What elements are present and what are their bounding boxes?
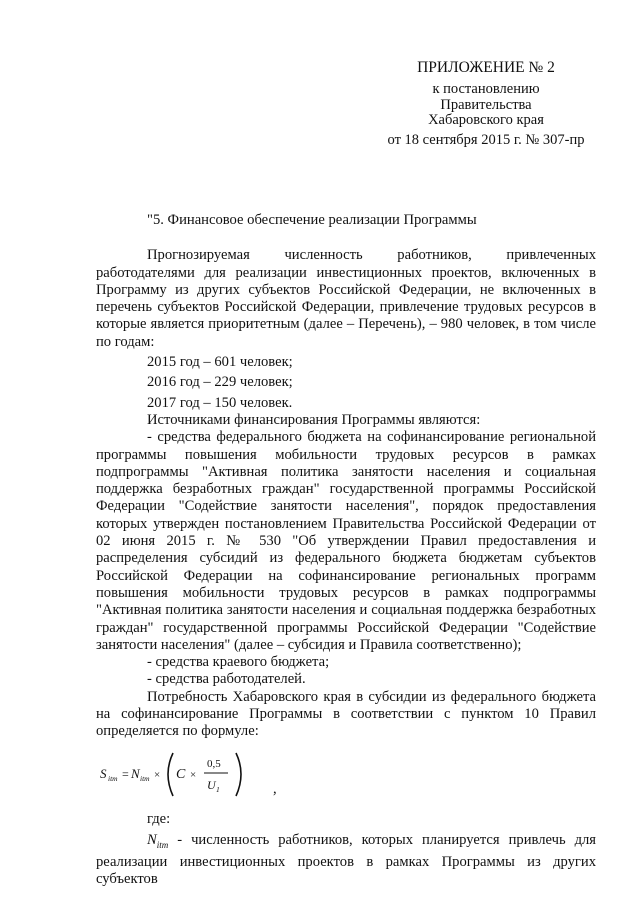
formula-s: S (100, 765, 107, 781)
formula-n-sub: itm (140, 773, 150, 783)
list-item-regional-budget: - средства краевого бюджета; (147, 654, 330, 671)
attachment-title: ПРИЛОЖЕНИЕ № 2 (417, 59, 555, 76)
definition-text: - численность работников, которых планируется привлечь для реализации инвестиционных проектов в рамках Программы из других субъектов (96, 831, 596, 888)
formula-equals: = (122, 766, 129, 781)
document-body (96, 212, 596, 889)
formula-s-sub: itm (108, 773, 118, 783)
paragraph-sources-intro: Источниками финансирования Программы являются: (147, 411, 481, 428)
formula-right-paren (236, 753, 241, 796)
attachment-line-1: к постановлению (432, 81, 540, 97)
attachment-line-3: Хабаровского края (428, 112, 544, 128)
formula-n: N (131, 765, 140, 781)
definition-symbol: $N_{itm}$ (147, 831, 169, 850)
attachment-block (366, 58, 606, 148)
paragraph-workers-forecast: Прогнозируемая численность работников, привлеченных работодателями для реализации инвестиционных проектов, включенных в Программу из других субъектов Российской Федерации, не включенных в перечень субъектов Российской Федерации, привлечение трудовых ресурсов в которые является приоритетным (далее – Перечень), – 980 человек, в том числе по годам: (96, 247, 596, 350)
year-2016-line: 2016 год – 229 человек; (147, 374, 293, 391)
year-2017-line: 2017 год – 150 человек. (147, 394, 293, 411)
formula-numerator: 0,5 (207, 757, 221, 770)
year-2015-line: 2015 год – 601 человек; (147, 354, 293, 371)
attachment-line-2: Правительства (440, 96, 532, 113)
section-heading: "5. Финансовое обеспечение реализации Программы (147, 212, 477, 228)
formula-times-2: × (190, 768, 197, 781)
attachment-date: от 18 сентября 2015 г. № 307-пр (387, 131, 585, 148)
formula-c: C (176, 766, 186, 782)
where-label: где: (147, 810, 171, 827)
paragraph-subsidy-need: Потребность Хабаровского края в субсидии из федерального бюджета на софинансирование Программы в соответствии с пунктом 10 Правил определяется по формуле: (96, 688, 596, 740)
definition-paragraph (96, 832, 596, 889)
formula-denominator: U (207, 777, 216, 792)
list-item-federal-budget: - средства федерального бюджета на софинансирование региональной программы повышения мобильности трудовых ресурсов в рамках подпрограммы "Активная политика занятости населения и социальная поддержка безработных граждан" государственной программы Российской Федерации "Содействие занятости населения", порядок предоставления которых утвержден постановлением Правительства Российской Федерации от 02 июня 2015 г. № 530 "Об утверждении Правил предоставления и распределения субсидий из федерального бюджета бюджетам субъектов Российской Федерации на софинансирование региональных программ повышения мобильности трудовых ресурсов в рамках подпрограммы "Активная политика занятости населения и социальная поддержка безработных граждан" государственной программы Российской Федерации "Содействие занятости населения" (далее – субсидия и Правила соответственно); (96, 429, 596, 653)
formula-comma: , (273, 780, 277, 797)
subsidy-formula (96, 745, 596, 799)
formula-times: × (154, 768, 161, 781)
formula-denominator-sub: 1 (216, 784, 220, 794)
formula-graphic (96, 745, 296, 799)
formula-left-paren (168, 753, 173, 796)
list-item-employer-funds: - средства работодателей. (147, 671, 306, 688)
